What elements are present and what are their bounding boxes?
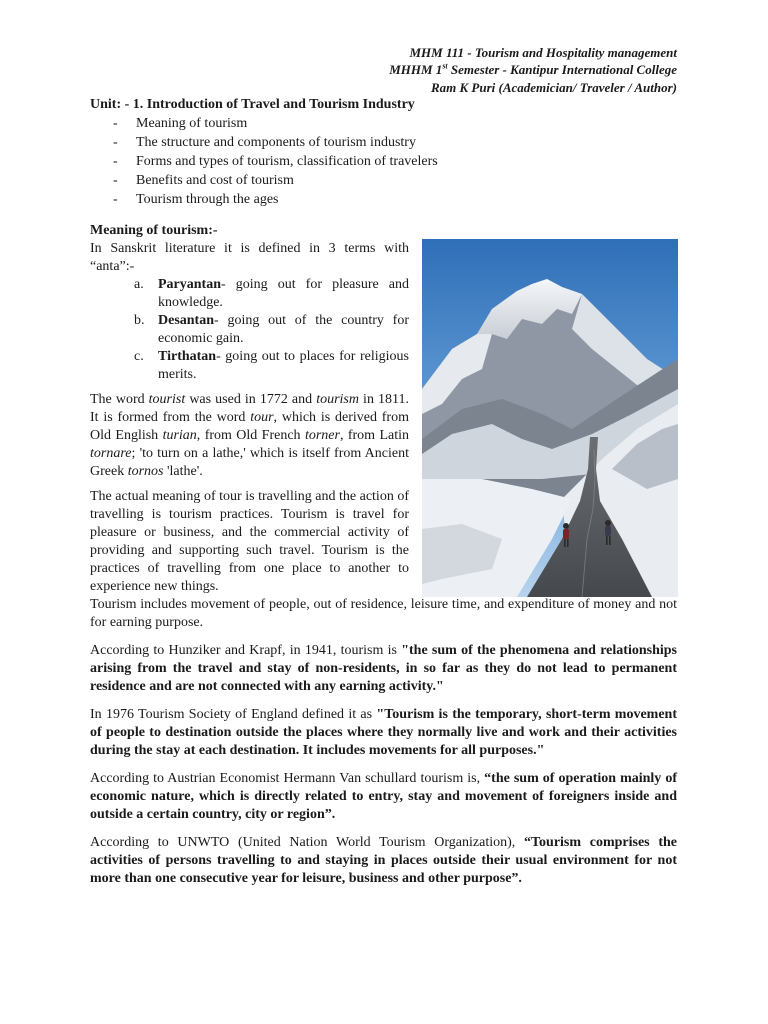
- document-header: [90, 44, 677, 96]
- topic-item: - Benefits and cost of tourism: [113, 172, 294, 188]
- tourism-includes-paragraph: Tourism includes movement of people, out of residence, leisure time, and expenditure of money and not for earning purpose.: [90, 596, 677, 630]
- actual-meaning-paragraph: The actual meaning of tour is travelling and the action of travelling is tourism practices. Tourism is travel for pleasure or business, and the commercial activity of providing and supporting such travel. Tourism is the practices of travelling from one place to another to experience new things.: [90, 488, 409, 594]
- document-page: [90, 44, 677, 888]
- term-item: c. Tirthatan- going out to places for religious merits.: [134, 348, 409, 382]
- definition-paragraph: According to UNWTO (United Nation World Tourism Organization), “Tourism comprises the activities of persons travelling to and staying in places outside their usual environment for not more than one consecutive year for leisure, business and other purpose”.: [90, 834, 677, 886]
- mountain-road-photo: [422, 239, 678, 597]
- course-line: MHM 111 - Tourism and Hospitality management: [409, 45, 677, 60]
- topic-item: - Tourism through the ages: [113, 191, 279, 207]
- meaning-text-column: [90, 240, 409, 596]
- definition-paragraph: According to Hunziker and Krapf, in 1941, tourism is "the sum of the phenomena and relationships arising from the travel and stay of non-residents, in so far as they do not lead to permanent residence and are not connected with any earning activity.": [90, 642, 677, 694]
- topic-item: - Forms and types of tourism, classification of travelers: [113, 153, 438, 169]
- section-title: Meaning of tourism:-: [90, 222, 218, 238]
- meaning-section: [90, 240, 677, 596]
- term-item: b. Desantan- going out of the country for economic gain.: [134, 312, 409, 346]
- sanskrit-terms-list: [90, 276, 409, 384]
- etymology-paragraph: The word tourist was used in 1772 and tourism in 1811. It is formed from the word tour, which is derived from Old English turian, from Old French torner, from Latin tornare; 'to turn on a lathe,' which is itself from Ancient Greek tornos 'lathe'.: [90, 391, 409, 479]
- topic-list: [90, 114, 677, 209]
- topic-item: - The structure and components of tourism industry: [113, 134, 416, 150]
- semester-line: MHHM 1st Semester - Kantipur International College: [389, 61, 677, 78]
- unit-title: Unit: - 1. Introduction of Travel and Tourism Industry: [90, 96, 415, 112]
- author-line: Ram K Puri (Academician/ Traveler / Author): [430, 79, 677, 95]
- topic-item: - Meaning of tourism: [113, 115, 248, 131]
- sanskrit-intro: In Sanskrit literature it is defined in 3 terms with “anta”:-: [90, 240, 409, 274]
- definition-paragraph: In 1976 Tourism Society of England defined it as "Tourism is the temporary, short-term movement of people to destination outside the places where they normally live and work and their activities during the stay at each destination. It includes movements for all purposes.": [90, 706, 678, 758]
- term-item: a. Paryantan- going out for pleasure and knowledge.: [134, 276, 409, 310]
- definition-paragraph: According to Austrian Economist Hermann Van schullard tourism is, “the sum of operation mainly of economic nature, which is directly related to entry, stay and movement of foreigners inside and outside a certain country, city or region”.: [90, 770, 677, 822]
